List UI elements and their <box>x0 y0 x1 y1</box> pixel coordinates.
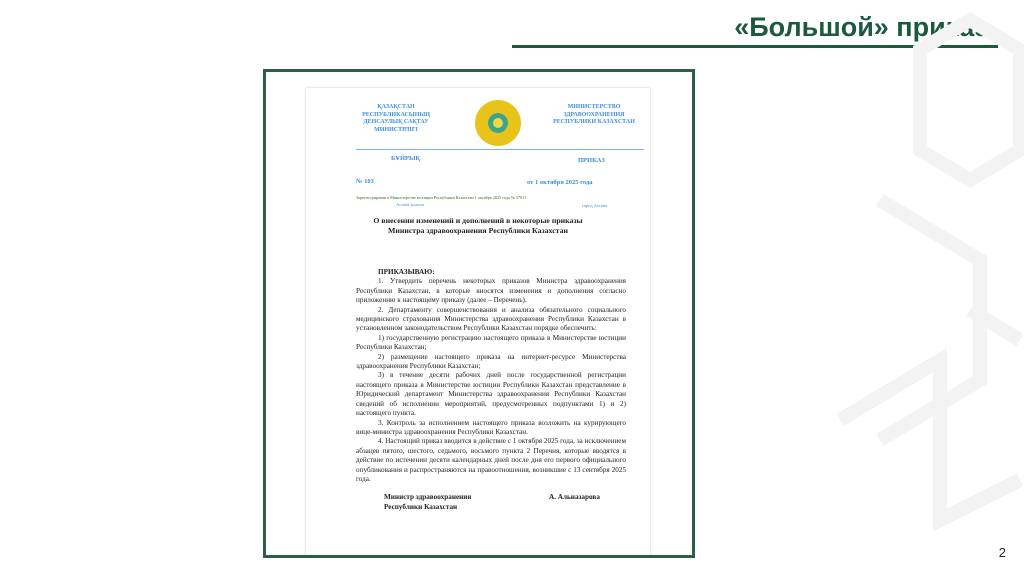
doc-type-ru: ПРИКАЗ <box>578 157 605 164</box>
header-left <box>346 104 446 134</box>
header-left-line: РЕСПУБЛИКАСЫНЫҢ <box>362 111 430 118</box>
header-right-line: РЕСПУБЛИКИ КАЗАХСТАН <box>553 119 635 125</box>
signer-name: А. Альназарова <box>549 493 600 501</box>
document-frame <box>263 69 695 558</box>
paragraph: 2. Департаменту совершенствования и анализа обязательного социального медицинского страхования Министерства здравоохранения Республики Казахстан в установленном законодательством Республики Казахстан порядке обеспечить: <box>356 305 626 333</box>
order-date: от 1 октября 2025 года <box>527 179 593 186</box>
state-emblem-icon <box>475 100 521 146</box>
header-left-line: ҚАЗАҚСТАН <box>377 104 415 110</box>
city-kz: Астана қаласы <box>396 202 425 207</box>
page-number: 2 <box>998 545 1006 560</box>
document-heading <box>306 216 650 236</box>
paragraph: 4. Настоящий приказ вводится в действие с 1 октября 2025 года, за исключением абзацев пятого, шестого, седьмого, восьмого пункта 2 Перечня, которые вводятся в действие по истечении десяти календарных дней после дня его первого официального опубликования и распространяются на правоотношения, возникшие с 13 сентября 2025 года. <box>356 437 626 483</box>
order-document <box>306 88 650 558</box>
header-right <box>546 104 642 127</box>
slide-title: «Большой» приказ <box>734 12 988 42</box>
header-right-line: ЗДРАВООХРАНЕНИЯ <box>563 111 625 118</box>
paragraph: 1) государственную регистрацию настоящего приказа в Министерстве юстиции Республики Казахстан; <box>356 333 626 352</box>
header-right-line: МИНИСТЕРСТВО <box>567 104 621 110</box>
header-left-line: МИНИСТРЛІГІ <box>374 126 418 133</box>
header-divider <box>356 149 644 150</box>
heading-line: Министра здравоохранения Республики Казахстан <box>388 226 568 235</box>
paragraph: 2) размещение настоящего приказа на интернет-ресурсе Министерства здравоохранения Республики Казахстан; <box>356 352 626 371</box>
signer-title-line: Министр здравоохранения <box>384 493 472 501</box>
signer-title-line: Республики Казахстан <box>384 503 458 511</box>
doc-type-kz: БҰЙРЫҚ <box>391 155 421 162</box>
order-number: № 103 <box>356 178 374 185</box>
paragraph: 3) в течение десяти рабочих дней после государственной регистрации настоящего приказа в Министерстве юстиции Республики Казахстан представление в Юридический департамент Министерства здравоохранения Республики Казахстан сведений об исполнении мероприятий, предусмотренных подпунктами 1) и 2) настоящего пункта. <box>356 371 626 418</box>
paragraph: 3. Контроль за исполнением настоящего приказа возложить на курирующего вице-министра здравоохранения Республики Казахстан. <box>356 418 626 436</box>
city-ru: город Астана <box>582 203 608 208</box>
order-word: ПРИКАЗЫВАЮ: <box>378 268 435 276</box>
heading-line: О внесении изменений и дополнений в некоторые приказы <box>373 216 583 225</box>
document-body <box>356 268 626 484</box>
background-hexagon-pattern <box>820 0 1024 574</box>
header-left-line: ДЕНСАУЛЫҚ САҚТАУ <box>363 119 429 125</box>
paragraph: 1. Утвердить перечень некоторых приказов Министра здравоохранения Республики Казахстан, в которые вносятся изменения и дополнения согласно приложению к настоящему приказу (далее – Перечень). <box>356 277 626 305</box>
signer-title <box>384 492 471 512</box>
registration-note: Зарегистрирован в Министерстве юстиции Республики Казахстан 1 октября 2025 года № 37011 <box>356 195 527 200</box>
